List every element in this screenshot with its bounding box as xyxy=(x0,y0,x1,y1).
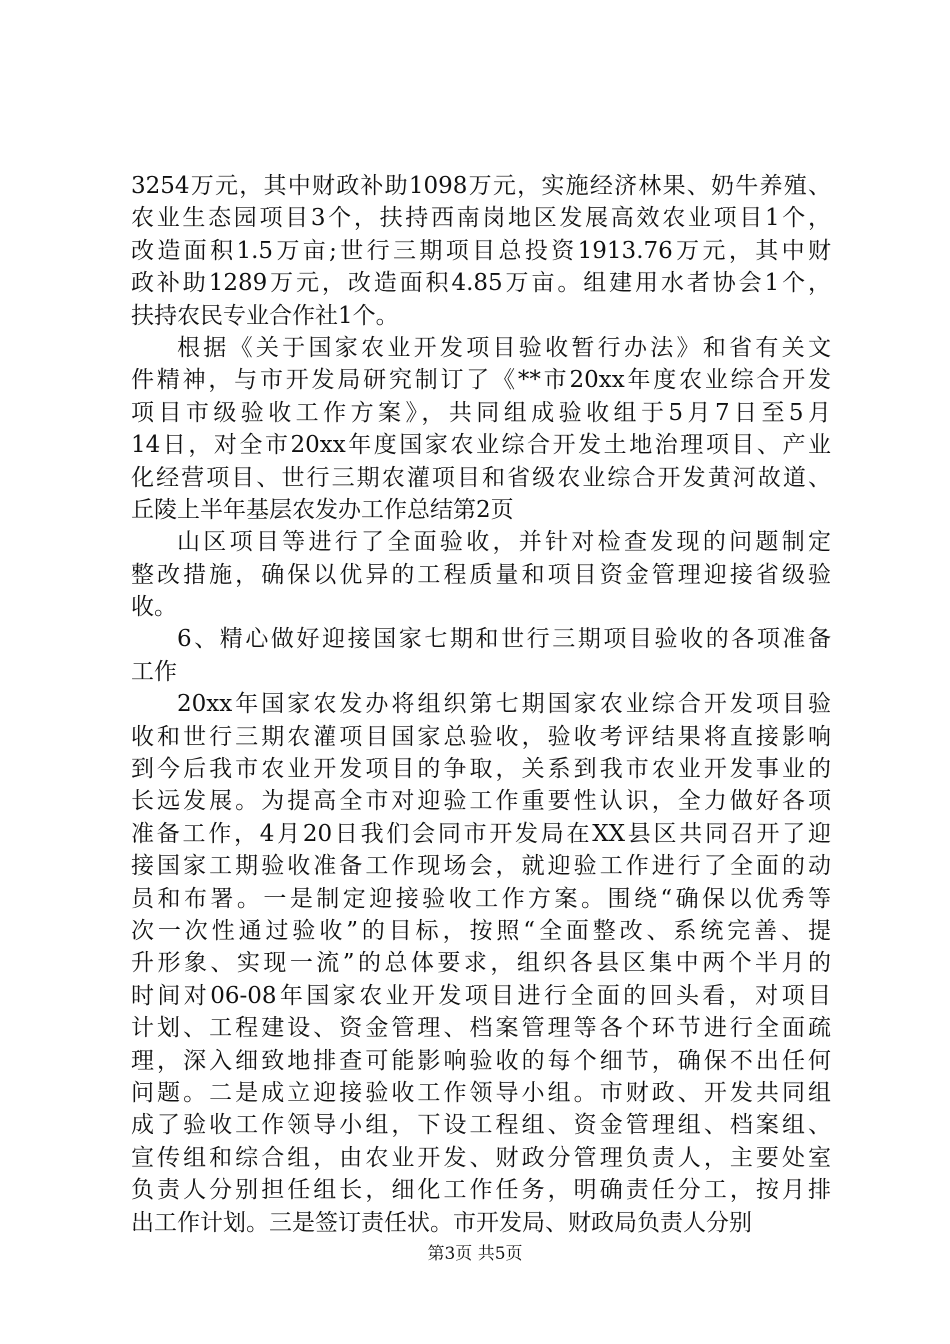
text-line: 收和世行三期农灌项目国家总验收，验收考评结果将直接影响 xyxy=(131,723,831,750)
text-line: 件精神，与市开发局研究制订了《**市20xx年度农业综合开发 xyxy=(131,367,831,394)
paragraph xyxy=(131,526,831,623)
text-line: 丘陵上半年基层农发办工作总结第2页 xyxy=(131,496,514,523)
text-line: 项目市级验收工作方案》，共同组成验收组于5月7日至5月 xyxy=(131,399,831,426)
text-line: 扶持农民专业合作社1个。 xyxy=(131,302,399,329)
document-body xyxy=(131,170,831,1239)
text-line: 改造面积1.5万亩;世行三期项目总投资1913.76万元，其中财 xyxy=(131,237,831,264)
text-line: 农业生态园项目3个，扶持西南岗地区发展高效农业项目1个， xyxy=(131,205,831,232)
text-line: 成了验收工作领导小组，下设工程组、资金管理组、档案组、 xyxy=(131,1112,831,1139)
text-line: 政补助1289万元，改造面积4.85万亩。组建用水者协会1个， xyxy=(131,270,831,297)
text-line: 到今后我市农业开发项目的争取，关系到我市农业开发事业的 xyxy=(131,756,831,783)
text-line: 接国家工期验收准备工作现场会，就迎验工作进行了全面的动 xyxy=(131,853,831,880)
text-line: 整改措施，确保以优异的工程质量和项目资金管理迎接省级验 xyxy=(131,561,831,588)
paragraph xyxy=(131,170,831,332)
text-line: 问题。二是成立迎接验收工作领导小组。市财政、开发共同组 xyxy=(131,1079,831,1106)
text-line: 山区项目等进行了全面验收，并针对检查发现的问题制定 xyxy=(177,529,831,556)
text-line: 长远发展。为提高全市对迎验工作重要性认识，全力做好各项 xyxy=(131,788,831,815)
text-line: 理，深入细致地排查可能影响验收的每个细节，确保不出任何 xyxy=(131,1047,831,1074)
text-line: 宣传组和综合组，由农业开发、财政分管理负责人，主要处室 xyxy=(131,1144,831,1171)
paragraph xyxy=(131,688,831,1239)
paragraph xyxy=(131,623,831,688)
text-line: 时间对06-08年国家农业开发项目进行全面的回头看，对项目 xyxy=(131,982,831,1009)
text-line: 20xx年国家农发办将组织第七期国家农业综合开发项目验 xyxy=(177,691,831,718)
text-line: 化经营项目、世行三期农灌项目和省级农业综合开发黄河故道、 xyxy=(131,464,831,491)
text-line: 准备工作，4月20日我们会同市开发局在XX县区共同召开了迎 xyxy=(131,820,831,847)
text-line: 计划、工程建设、资金管理、档案管理等各个环节进行全面疏 xyxy=(131,1015,831,1042)
page-footer: 第3页 共5页 xyxy=(427,1244,523,1264)
text-line: 3254万元，其中财政补助1098万元，实施经济林果、奶牛养殖、 xyxy=(131,173,831,199)
text-line: 工作 xyxy=(131,658,177,685)
text-line: 次一次性通过验收”的目标，按照“全面整改、系统完善、提 xyxy=(131,917,831,944)
text-line: 负责人分别担任组长，细化工作任务，明确责任分工，按月排 xyxy=(131,1177,831,1204)
text-line: 收。 xyxy=(131,594,177,621)
text-line: 14日，对全市20xx年度国家农业综合开发土地治理项目、产业 xyxy=(131,432,831,459)
paragraph xyxy=(131,332,831,526)
text-line: 出工作计划。三是签订责任状。市开发局、财政局负责人分别 xyxy=(131,1209,752,1236)
text-line: 升形象、实现一流”的总体要求，组织各县区集中两个半月的 xyxy=(131,950,831,977)
text-line: 6、精心做好迎接国家七期和世行三期项目验收的各项准备 xyxy=(177,626,831,653)
text-line: 根据《关于国家农业开发项目验收暂行办法》和省有关文 xyxy=(177,334,831,361)
text-line: 员和布署。一是制定迎接验收工作方案。围绕“确保以优秀等 xyxy=(131,885,831,912)
